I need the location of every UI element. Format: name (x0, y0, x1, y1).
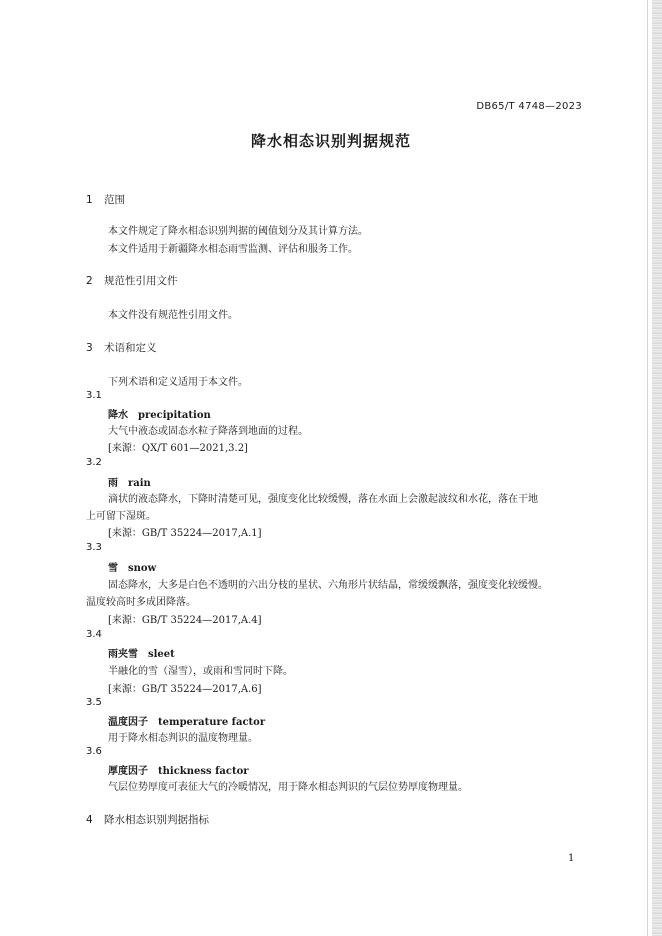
page-number: 1 (568, 853, 575, 864)
term-definition: 用于降水相态判识的温度物理量。 (108, 733, 258, 744)
term-definition: 半融化的雪（湿雪），或雨和雪同时下降。 (108, 666, 293, 677)
term-entry (108, 713, 265, 728)
section-number: 3 (86, 342, 93, 354)
section-number: 4 (86, 814, 93, 826)
section-3-heading (86, 340, 157, 355)
term-zh: 温度因子 (108, 717, 148, 728)
section-2-heading (86, 273, 178, 288)
paragraph: 下列术语和定义适用于本文件。 (108, 377, 248, 388)
clause-number: 3.4 (86, 629, 102, 640)
term-zh: 雨夹雪 (108, 649, 138, 660)
term-en: thickness factor (158, 766, 249, 777)
document-title: 降水相态识别判据规范 (250, 132, 411, 150)
term-source: [来源：GB/T 35224—2017,A.1] (108, 528, 262, 539)
term-zh: 降水 (108, 410, 128, 421)
clause-number: 3.6 (86, 746, 102, 757)
term-entry (108, 559, 156, 574)
paragraph: 本文件没有规范性引用文件。 (108, 310, 238, 321)
term-definition-continuation: 上可留下湿斑。 (86, 511, 156, 522)
paragraph: 本文件适用于新疆降水相态雨雪监测、评估和服务工作。 (108, 244, 358, 255)
term-en: snow (128, 563, 157, 574)
section-4-heading (86, 812, 209, 827)
term-entry (108, 474, 151, 489)
paragraph: 本文件规定了降水相态识别判据的阈值划分及其计算方法。 (108, 226, 368, 237)
term-en: temperature factor (158, 717, 266, 728)
section-title: 范围 (104, 194, 125, 206)
section-title: 降水相态识别判据指标 (104, 814, 209, 826)
term-zh: 厚度因子 (108, 766, 148, 777)
term-zh: 雨 (108, 478, 118, 489)
term-definition-continuation: 温度较高时多成团降落。 (86, 597, 196, 608)
term-zh: 雪 (108, 563, 118, 574)
term-entry (108, 406, 211, 421)
term-en: rain (128, 478, 151, 489)
term-source: [来源：GB/T 35224—2017,A.6] (108, 684, 262, 695)
clause-number: 3.3 (86, 542, 102, 553)
term-entry (108, 645, 175, 660)
term-source: [来源：GB/T 35224—2017,A.4] (108, 615, 262, 626)
term-definition: 滴状的液态降水，下降时清楚可见，强度变化比较缓慢，落在水面上会激起波纹和水花，落在干地 (108, 494, 538, 505)
term-en: sleet (148, 649, 175, 660)
term-source: [来源：QX/T 601—2021,3.2] (108, 443, 248, 454)
clause-number: 3.1 (86, 390, 102, 401)
section-title: 规范性引用文件 (104, 275, 178, 287)
clause-number: 3.2 (86, 457, 102, 468)
standard-code: DB65/T 4748—2023 (476, 101, 582, 112)
section-title: 术语和定义 (104, 342, 157, 354)
term-entry (108, 762, 249, 777)
section-number: 2 (86, 275, 93, 287)
clause-number: 3.5 (86, 697, 102, 708)
section-1-heading (86, 192, 125, 207)
section-number: 1 (86, 194, 93, 206)
term-en: precipitation (138, 410, 211, 421)
term-definition: 气层位势厚度可表征大气的冷暖情况，用于降水相态判识的气层位势厚度物理量。 (108, 782, 468, 793)
term-definition: 固态降水，大多是白色不透明的六出分枝的星状、六角形片状结晶，常缓缓飘落，强度变化较缓慢。 (108, 580, 548, 591)
term-definition: 大气中液态或固态水粒子降落到地面的过程。 (108, 426, 308, 437)
